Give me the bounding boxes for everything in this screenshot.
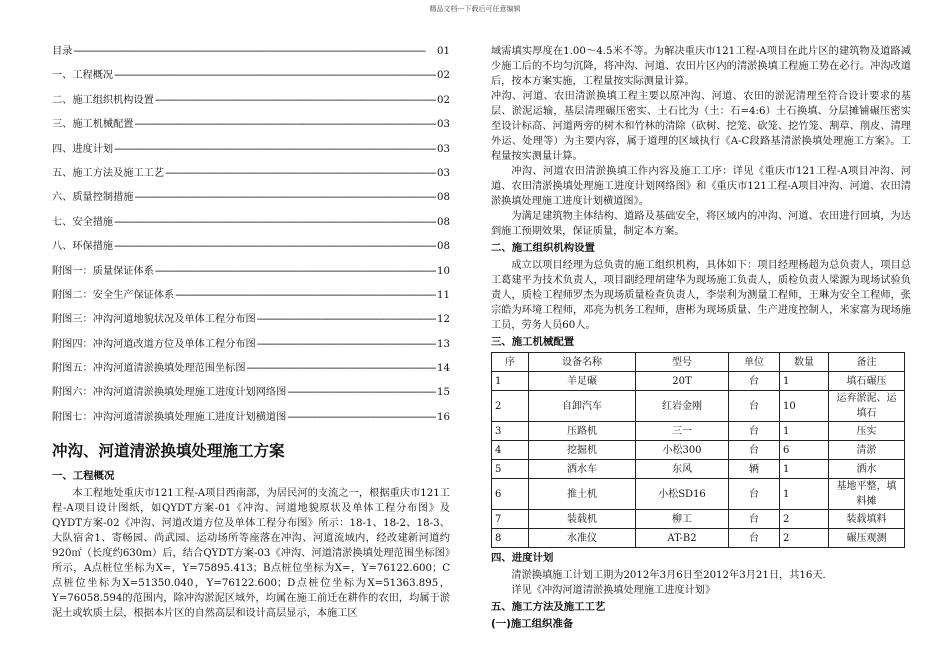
- table-row: [492, 479, 905, 510]
- toc-label: 七、安全措施: [52, 216, 114, 228]
- table-cell: 1: [780, 422, 829, 441]
- toc-label: 五、施工方法及施工工艺: [52, 167, 165, 179]
- table-row: [492, 372, 905, 391]
- table-cell: 小松SD16: [636, 479, 729, 510]
- table-cell: 自卸汽车: [529, 391, 636, 422]
- body-paragraph: 域需填实厚度在1.00～4.5米不等。为解决重庆市121工程-A项目在此片区的建筑物及道路减少施工后的不均匀沉降，将冲沟、河道、农田片区内的清淤换填工程施工势在必行。冲沟改道后，按本方案实施，工程量按实际测量计算。: [491, 46, 911, 87]
- toc-row[interactable]: [52, 239, 450, 263]
- toc-leader: [114, 215, 436, 230]
- section-heading: 五、施工方法及施工工艺: [491, 601, 606, 613]
- table-cell: 东风: [636, 460, 729, 479]
- toc-leader: [135, 117, 437, 132]
- toc-page: 08: [437, 192, 450, 204]
- table-cell: 小松300: [636, 441, 729, 460]
- toc-label: 四、进度计划: [52, 143, 114, 155]
- table-cell: 台: [729, 391, 780, 422]
- table-cell: 三一: [636, 422, 729, 441]
- table-cell: 1: [780, 460, 829, 479]
- table-row: [492, 441, 905, 460]
- table-cell: 20T: [636, 372, 729, 391]
- table-row: [492, 529, 905, 548]
- right-column: [491, 44, 911, 634]
- table-cell: 基地平整，填料摊: [829, 479, 905, 510]
- toc-leader: [175, 288, 436, 303]
- toc-leader: [247, 361, 436, 376]
- table-cell: 1: [780, 479, 829, 510]
- table-cell: 台: [729, 479, 780, 510]
- toc-page: 13: [437, 338, 450, 350]
- table-cell: 洒水车: [529, 460, 636, 479]
- toc-label: 一、工程概况: [52, 70, 114, 82]
- table-cell: 台: [729, 510, 780, 529]
- body-paragraph: 本工程地处重庆市121工程-A项目西南部，为居民河的支流之一，根据重庆市121工程-A项目设计图纸，如QYDT方案-01《冲沟、河道地貌原状及单体工程分布图》及QYDT方案-02《冲沟、河道改道方位及单体工程分布图》所示：18-1、18-2、18-3、大队宿舍1、寄畅园、尚武园、运动场所等座落在冲沟、河道流域内，经改建新河道约920㎡（长度约630m）后，结合QYDT方案-03《冲沟、河道清淤换填处理范围坐标图》所示，A点桩位坐标为X=，Y=75895.413；B点桩位坐标为X=，Y=76122.600；C点桩位坐标为X=51350.040，Y=76122.600；D点桩位坐标为X=51363.895，Y=76058.594的范围内，除冲沟淤泥区域外，均属在施工前迁在耕作的农田，均属于淤泥土或软质土层，根据本片区的自然高层和设计高层显示，本施工区: [52, 488, 450, 620]
- document-title: 冲沟、河道清淤换填处理施工方案: [52, 442, 285, 461]
- table-cell: 装载机: [529, 510, 636, 529]
- table-cell: 3: [492, 422, 529, 441]
- toc-row[interactable]: [52, 93, 450, 117]
- table-cell: 挖掘机: [529, 441, 636, 460]
- table-cell: 2: [492, 391, 529, 422]
- column-header: 备注: [829, 353, 905, 372]
- toc-leader: [114, 142, 436, 157]
- table-row: [492, 391, 905, 422]
- column-header: 单位: [729, 353, 780, 372]
- table-cell: 5: [492, 460, 529, 479]
- toc-row[interactable]: [52, 44, 450, 68]
- table-cell: 台: [729, 529, 780, 548]
- table-cell: 压实: [829, 422, 905, 441]
- table-cell: 装载填料: [829, 510, 905, 529]
- toc-row[interactable]: [52, 68, 450, 92]
- table-cell: 2: [780, 510, 829, 529]
- toc-label: 目录: [52, 46, 73, 57]
- toc-label: 六、质量控制措施: [52, 192, 134, 204]
- toc-leader: [165, 166, 436, 181]
- page-header: 精品文档---下载后可任意编辑: [429, 5, 521, 13]
- table-cell: 水准仪: [529, 529, 636, 548]
- table-cell: 红岩金刚: [636, 391, 729, 422]
- body-paragraph: 详见《冲沟河道清淤换填处理施工进度计划》: [511, 585, 716, 596]
- toc-row[interactable]: [52, 264, 450, 288]
- table-row: [492, 422, 905, 441]
- table-cell: 8: [492, 529, 529, 548]
- table-cell: 运弃淤泥、运填石: [829, 391, 905, 422]
- section-heading: 二、施工组织机构设置: [491, 242, 595, 254]
- table-cell: 洒水: [829, 460, 905, 479]
- toc-leader: [114, 68, 436, 83]
- toc-label: 二、施工组织机构设置: [52, 94, 154, 106]
- toc-row[interactable]: [52, 215, 450, 239]
- body-paragraph: 为满足建筑物主体结构、道路及基础安全，将区域内的冲沟、河道、农田进行回填，为达到施工预期效果，保证质量，制定本方案。: [491, 211, 911, 237]
- table-cell: 6: [492, 479, 529, 510]
- table-cell: 10: [780, 391, 829, 422]
- table-cell: 辆: [729, 460, 780, 479]
- toc-row[interactable]: [52, 142, 450, 166]
- table-header-row: [492, 353, 905, 372]
- toc-leader: [257, 312, 436, 327]
- toc-label: 附图五：冲沟河道清淤换填处理范围坐标图: [52, 363, 246, 375]
- toc-page: 12: [437, 314, 450, 326]
- table-cell: 台: [729, 422, 780, 441]
- toc-page: 08: [437, 216, 450, 228]
- table-cell: 台: [729, 441, 780, 460]
- toc-row[interactable]: [52, 385, 450, 409]
- table-cell: 压路机: [529, 422, 636, 441]
- toc-page: 02: [437, 94, 450, 106]
- toc-leader: [287, 410, 436, 425]
- toc-page: 02: [437, 70, 450, 82]
- body-paragraph: 冲沟、河道农田清淤换填工作内容及施工工序：详见《重庆市121工程-A项目冲沟、河道、农田清淤换填处理施工进度计划网络图》和《重庆市121工程-A项目冲沟、河道、农田清淤换填处理施工进度计划横道图》。: [491, 166, 911, 207]
- toc-page: 10: [437, 265, 450, 277]
- column-header: 序: [492, 353, 529, 372]
- table-of-contents: [52, 44, 450, 434]
- table-cell: 羊足碾: [529, 372, 636, 391]
- toc-page: 03: [437, 167, 450, 179]
- table-cell: 台: [729, 372, 780, 391]
- table-cell: 柳工: [636, 510, 729, 529]
- machine-table: [491, 352, 905, 548]
- table-row: [492, 510, 905, 529]
- column-header: 型号: [636, 353, 729, 372]
- table-cell: AT-B2: [636, 529, 729, 548]
- toc-leader: [114, 239, 436, 254]
- subsection-heading: (一)施工组织准备: [491, 618, 574, 630]
- toc-label: 附图二：安全生产保证体系: [52, 289, 175, 301]
- toc-label: 八、环保措施: [52, 241, 114, 253]
- table-row: [492, 460, 905, 479]
- toc-label: 附图六：冲沟河道清淤换填处理施工进度计划网络图: [52, 387, 287, 399]
- table-cell: 7: [492, 510, 529, 529]
- section-heading: 四、进度计划: [491, 552, 554, 564]
- toc-row[interactable]: [52, 337, 450, 361]
- table-cell: 清淤: [829, 441, 905, 460]
- table-cell: 推土机: [529, 479, 636, 510]
- toc-leader: [73, 44, 436, 59]
- toc-label: 三、施工机械配置: [52, 119, 134, 131]
- toc-label: 附图一：质量保证体系: [52, 265, 154, 277]
- toc-row[interactable]: [52, 312, 450, 336]
- toc-row[interactable]: [52, 288, 450, 312]
- column-header: 数量: [780, 353, 829, 372]
- toc-row[interactable]: [52, 190, 450, 214]
- body-paragraph: 成立以项目经理为总负责的施工组织机构，具体如下：项目经理杨超为总负责人，项目总工葛建平为技术负责人，项目副经理胡建华为现场施工负责人，质检负责人梁源为现场试验负责人，质检工程师罗杰为现场质量检查负责人，李崇利为测量工程师，王琳为安全工程师，张宗皓为环境工程师，邓亮为机务工程师，唐彬为现场质量、生产进度控制人，米家富为现场施工员，劳务人员60人。: [491, 260, 911, 331]
- toc-row[interactable]: [52, 166, 450, 190]
- toc-row[interactable]: [52, 361, 450, 385]
- toc-page: 14: [437, 363, 450, 375]
- toc-leader: [257, 337, 436, 352]
- body-paragraph: 清淤换填施工计划工期为2012年3月6日至2012年3月21日，共16天.: [511, 570, 826, 581]
- toc-leader: [155, 93, 436, 108]
- toc-label: 附图三：冲沟河道地貌状况及单体工程分布图: [52, 314, 256, 326]
- toc-page: 16: [437, 411, 450, 423]
- body-paragraph: 冲沟、河道、农田清淤换填工程主要以原冲沟、河道、农田的淤泥清理至符合设计要求的基层、淤泥运输，基层清理碾压密实、土石比为（土：石=4:6）土石换填、分层摊铺碾压密实至设计标高、河道两旁的树木和竹林的清除（砍树、挖笼、砍笼、挖竹笼、割草、削皮、清理外运、处理等）为主要内容，属于道理的区域执行《A-C段路基清淤换填处理施工方案》。工程量按实测量计算。: [491, 91, 911, 162]
- toc-label: 附图四：冲沟河道改道方位及单体工程分布图: [52, 338, 256, 350]
- toc-leader: [287, 385, 436, 400]
- toc-page: 03: [437, 119, 450, 131]
- table-cell: 6: [780, 441, 829, 460]
- toc-leader: [135, 190, 437, 205]
- toc-page: 15: [437, 387, 450, 399]
- table-cell: 2: [780, 529, 829, 548]
- toc-page: 01: [437, 46, 450, 57]
- section-heading: 一、工程概况: [52, 470, 115, 483]
- table-cell: 1: [780, 372, 829, 391]
- toc-row[interactable]: [52, 410, 450, 434]
- toc-page: 08: [437, 241, 450, 253]
- column-header: 设备名称: [529, 353, 636, 372]
- toc-page: 11: [437, 289, 450, 301]
- left-column: [52, 44, 450, 621]
- table-cell: 4: [492, 441, 529, 460]
- toc-page: 03: [437, 143, 450, 155]
- table-cell: 填石碾压: [829, 372, 905, 391]
- table-cell: 1: [492, 372, 529, 391]
- table-cell: 碾压观测: [829, 529, 905, 548]
- section-heading: 三、施工机械配置: [491, 336, 575, 348]
- toc-row[interactable]: [52, 117, 450, 141]
- toc-leader: [155, 264, 436, 279]
- toc-label: 附图七：冲沟河道清淤换填处理施工进度计划横道图: [52, 411, 287, 423]
